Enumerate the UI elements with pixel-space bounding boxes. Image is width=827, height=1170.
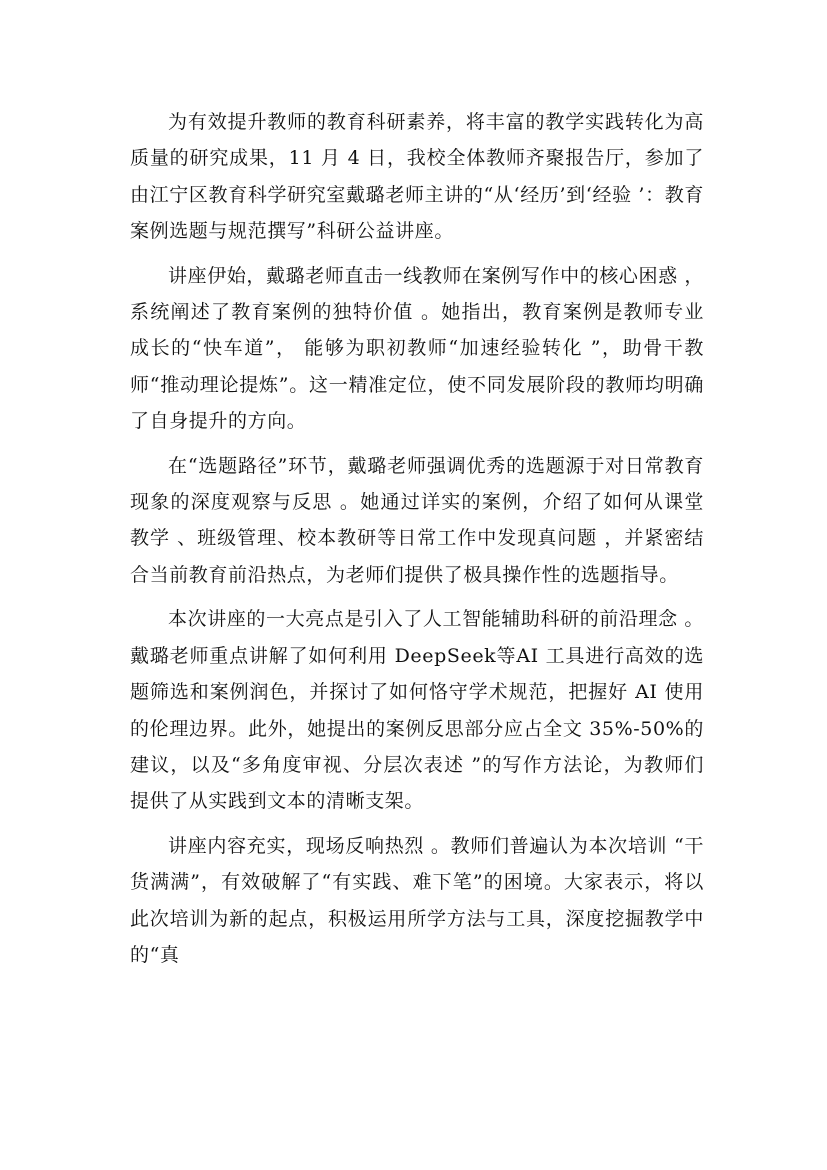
paragraph-intro: 为有效提升教师的教育科研素养，将丰富的教学实践转化为高质量的研究成果，11 月 4 日，我校全体教师齐聚报告厅，参加了由江宁区教育科学研究室戴璐老师主讲的“从‘经历’到‘经验 ’：教育案例选题与规范撰写”科研公益讲座。: [130, 111, 704, 243]
paragraph-topic-path: 在“选题路径”环节，戴璐老师强调优秀的选题源于对日常教育现象的深度观察与反思 。她通过详实的案例，介绍了如何从课堂教学 、班级管理、校本教研等日常工作中发现真问题 ，并紧密结合当前教育前沿热点，为老师们提供了极具操作性的选题指导。: [130, 454, 704, 586]
paragraph-feedback: 讲座内容充实，现场反响热烈 。教师们普遍认为本次培训 “干货满满”，有效破解了“有实践、难下笔”的困境。大家表示，将以此次培训为新的起点，积极运用所学方法与工具，深度挖掘教学中的“真: [130, 834, 704, 966]
paragraph-case-value: 讲座伊始，戴璐老师直击一线教师在案例写作中的核心困惑 ，系统阐述了教育案例的独特价值 。她指出，教育案例是教师专业成长的“快车道”， 能够为职初教师“加速经验转化 ”，助骨干教师“推动理论提炼”。这一精准定位，使不同发展阶段的教师均明确了自身提升的方向。: [130, 264, 704, 433]
paragraph-ai-highlight: 本次讲座的一大亮点是引入了人工智能辅助科研的前沿理念 。戴璐老师重点讲解了如何利用 DeepSeek等AI 工具进行高效的选题筛选和案例润色，并探讨了如何恪守学术规范，把握好 AI 使用的伦理边界。此外，她提出的案例反思部分应占全文 35%-50%的建议，以及“多角度审视、分层次表述 ”的写作方法论，为教师们提供了从实践到文本的清晰支架。: [130, 608, 704, 813]
document-body: [130, 104, 704, 981]
